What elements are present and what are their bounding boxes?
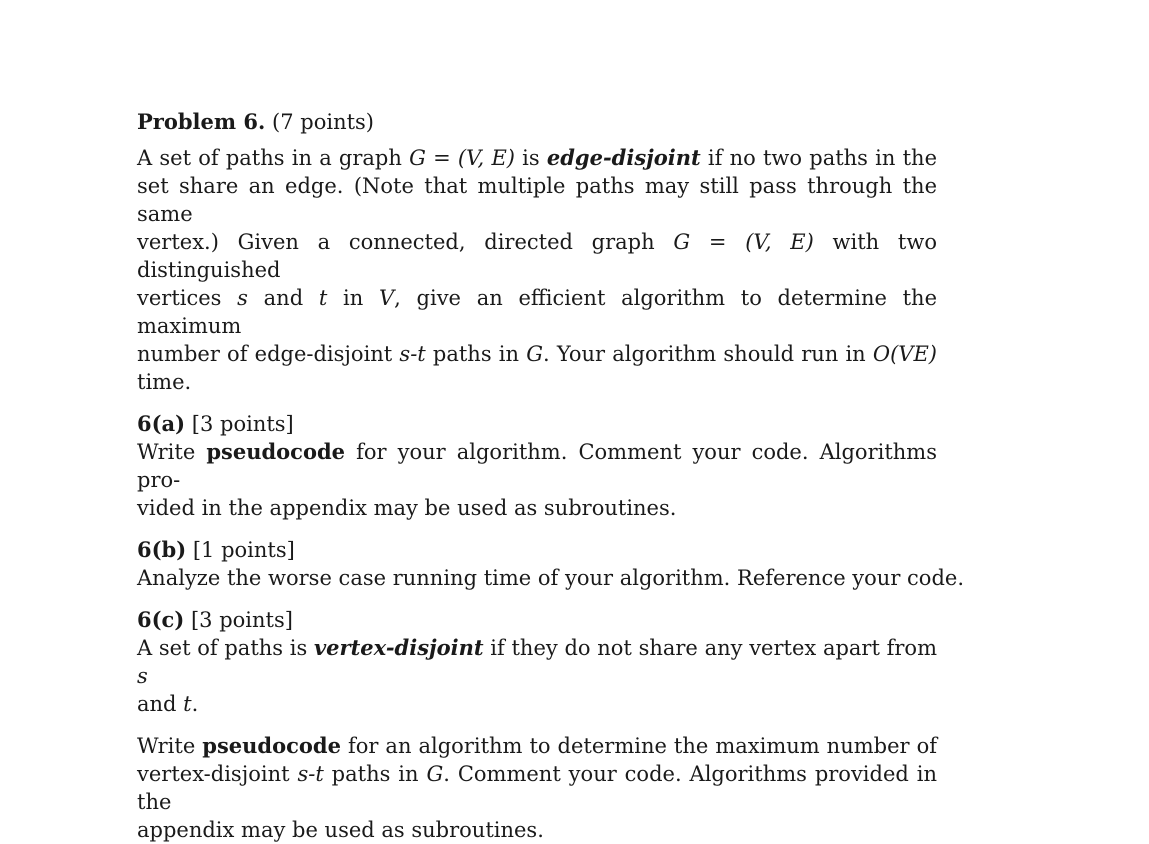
text: . Comment your code. Algorithms provided in the	[137, 762, 937, 814]
math-st: s-t	[297, 762, 324, 786]
text: and	[247, 286, 319, 310]
text: paths in	[323, 762, 427, 786]
math-graph: G = (V, E)	[409, 146, 515, 170]
text: in	[327, 286, 379, 310]
math-t: t	[318, 286, 328, 310]
math-g: G	[426, 762, 444, 786]
text: if no two paths in the	[700, 146, 937, 170]
problem-document	[137, 108, 964, 844]
intro-line-3	[137, 228, 937, 284]
part-c-line-2	[137, 690, 937, 718]
math-t: t	[183, 692, 192, 716]
part-a-line-2: vided in the appendix may be used as subroutines.	[137, 496, 677, 520]
math-s: s	[237, 286, 248, 310]
part-a-label: 6(a)	[137, 411, 186, 436]
intro-line-6: time.	[137, 370, 192, 394]
part-c-points: [3 points]	[190, 608, 293, 632]
term-edge-disjoint: edge-disjoint	[546, 145, 701, 170]
text: vertex-disjoint	[137, 762, 298, 786]
text: and	[137, 692, 184, 716]
part-b-points: [1 points]	[192, 538, 295, 562]
part-c-p2-line-2	[137, 760, 937, 816]
text: . Your algorithm should run in	[543, 342, 873, 366]
text: with two distinguished	[137, 230, 937, 282]
math-st: s-t	[399, 342, 426, 366]
part-a-heading	[137, 410, 937, 438]
term-pseudocode: pseudocode	[202, 733, 341, 758]
intro-line-5	[137, 340, 937, 368]
intro-paragraph	[137, 144, 937, 396]
math-s: s	[137, 664, 148, 688]
text: .	[191, 692, 199, 716]
text: paths in	[425, 342, 527, 366]
part-c-p2-line-1	[137, 732, 937, 760]
text: if they do not share any vertex apart from	[483, 636, 937, 660]
part-b-line-1: Analyze the worse case running time of your algorithm. Reference your code.	[137, 566, 964, 590]
math-v: V	[378, 286, 395, 310]
text: vertex.) Given a connected, directed graph	[137, 230, 674, 254]
text: Write	[137, 440, 207, 464]
part-b	[137, 536, 964, 592]
problem-points: (7 points)	[272, 110, 374, 134]
term-vertex-disjoint: vertex-disjoint	[313, 635, 484, 660]
part-c-paragraph-2	[137, 732, 937, 844]
part-c-line-1	[137, 634, 937, 690]
math-graph: G = (V, E)	[673, 230, 814, 254]
problem-heading	[137, 108, 937, 136]
term-pseudocode: pseudocode	[206, 439, 346, 464]
text: is	[514, 146, 547, 170]
part-c-p2-line-3: appendix may be used as subroutines.	[137, 818, 544, 842]
math-complexity: O(VE)	[872, 342, 937, 366]
part-c	[137, 606, 937, 844]
text: A set of paths is	[137, 636, 314, 660]
intro-line-2: set share an edge. (Note that multiple paths may still pass through the same	[137, 174, 937, 226]
text: vertices	[137, 286, 238, 310]
text: number of edge-disjoint	[137, 342, 400, 366]
text: , give an efficient algorithm to determine the maximum	[137, 286, 938, 338]
part-c-label: 6(c)	[137, 607, 185, 632]
part-c-heading	[137, 606, 937, 634]
part-a-points: [3 points]	[191, 412, 294, 436]
text: for your algorithm. Comment your code. Algorithms pro-	[137, 440, 937, 492]
intro-line-4	[137, 284, 937, 340]
text: Write	[137, 734, 203, 758]
problem-title: Problem 6.	[137, 109, 266, 134]
part-a	[137, 410, 937, 522]
text: A set of paths in a graph	[137, 146, 410, 170]
part-b-heading	[137, 536, 937, 564]
intro-line-1	[137, 144, 937, 172]
part-a-line-1	[137, 438, 937, 494]
text: for an algorithm to determine the maximum number of	[340, 734, 937, 758]
part-b-label: 6(b)	[137, 537, 187, 562]
math-g: G	[526, 342, 543, 366]
